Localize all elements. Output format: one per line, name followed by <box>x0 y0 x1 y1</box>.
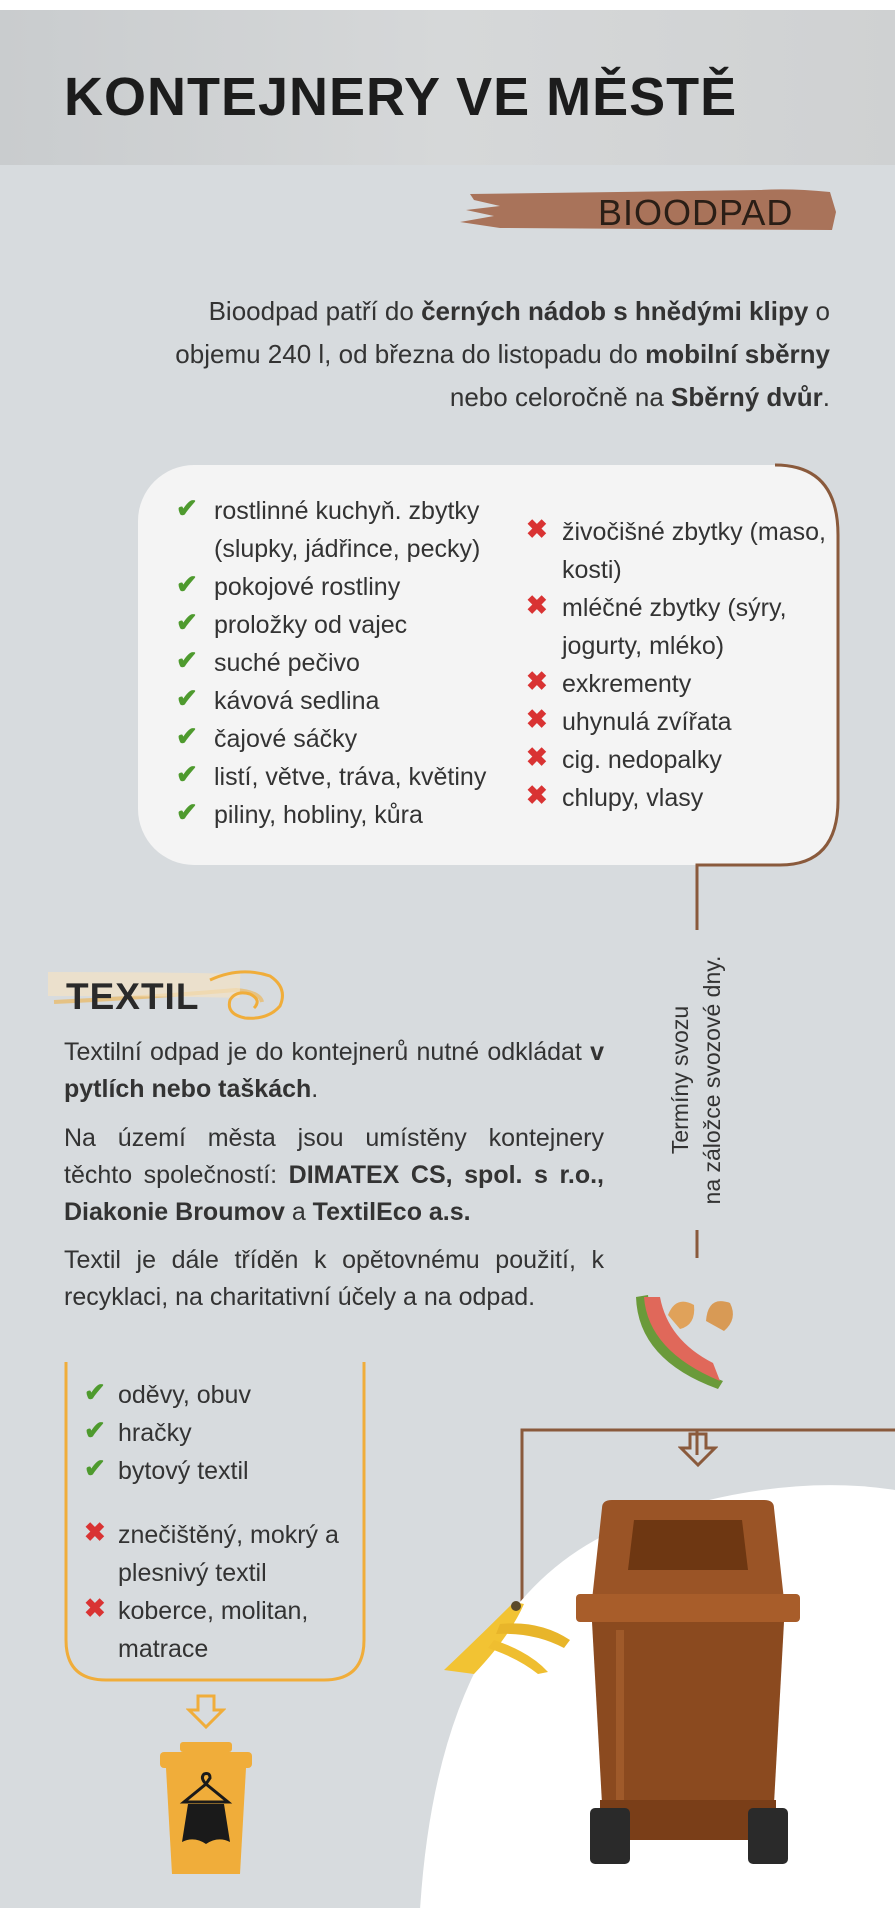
list-item-label: oděvy, obuv <box>118 1381 251 1409</box>
check-icon: ✔ <box>84 1453 106 1483</box>
check-icon: ✔ <box>176 607 198 637</box>
list-item-label: uhynulá zvířata <box>562 708 732 736</box>
text-run: o objemu 240 l, od března do listopadu do <box>175 296 830 369</box>
cross-icon: ✖ <box>526 780 548 810</box>
bold-text: v pytlích nebo taškách <box>64 1038 604 1103</box>
text-run: Textil je dále tříděn k opětovnému použití, k recyklaci, na charitativní účely a na odpad. <box>64 1246 604 1311</box>
list-item-label: pokojové rostliny <box>214 573 401 601</box>
check-icon: ✔ <box>176 759 198 789</box>
list-item-label: hračky <box>118 1419 192 1447</box>
list-item-label: proložky od vajec <box>214 611 408 639</box>
bold-text: TextilEco a.s. <box>312 1198 471 1226</box>
list-item-label: znečištěný, mokrý a plesnivý textil <box>118 1521 339 1587</box>
collection-note-line2: na záložce svozové dny. <box>699 955 725 1205</box>
list-item-label: suché pečivo <box>214 649 360 677</box>
cross-icon: ✖ <box>526 666 548 696</box>
check-icon: ✔ <box>176 721 198 751</box>
cross-icon: ✖ <box>526 514 548 544</box>
list-item <box>84 1452 314 1490</box>
page-title: KONTEJNERY VE MĚSTĚ <box>64 67 738 127</box>
textile-container-icon <box>158 1742 254 1874</box>
textil-forbidden-list <box>84 1516 374 1668</box>
list-item-label: piliny, hobliny, kůra <box>214 801 423 829</box>
list-item-label: koberce, molitan, matrace <box>118 1597 309 1663</box>
check-icon: ✔ <box>176 683 198 713</box>
cross-icon: ✖ <box>526 742 548 772</box>
text-run: a <box>284 1198 313 1226</box>
text-run: . <box>311 1075 319 1103</box>
check-icon: ✔ <box>84 1415 106 1445</box>
text-run: nebo celoročně na <box>449 382 672 412</box>
list-item-label: kávová sedlina <box>214 687 380 715</box>
cross-icon: ✖ <box>84 1593 106 1623</box>
list-item-label: chlupy, vlasy <box>562 784 704 812</box>
cross-icon: ✖ <box>526 590 548 620</box>
list-item <box>84 1376 314 1414</box>
list-item <box>84 1592 374 1668</box>
text-run: Na území města jsou umístěny kontejnery těchto společností: <box>64 1124 604 1189</box>
text-run: . <box>822 382 830 412</box>
list-item-label: mléčné zbytky (sýry, jogurty, mléko) <box>562 594 787 660</box>
text-run: Bioodpad patří do <box>208 296 422 326</box>
list-item-label: rostlinné kuchyň. zbytky (slupky, jádřince, pecky) <box>214 497 481 563</box>
check-icon: ✔ <box>176 493 198 523</box>
textil-allowed-list <box>84 1376 314 1490</box>
textil-heading: TEXTIL <box>66 976 200 1017</box>
list-item-label: cig. nedopalky <box>562 746 722 774</box>
bold-text: mobilní sběrny <box>645 339 830 369</box>
list-item <box>84 1414 314 1452</box>
check-icon: ✔ <box>176 797 198 827</box>
collection-note-line1: Termíny svozu <box>667 1005 693 1155</box>
check-icon: ✔ <box>176 569 198 599</box>
bold-text: DIMATEX CS, spol. s r.o., Diakonie Broumov <box>64 1161 604 1226</box>
check-icon: ✔ <box>84 1377 106 1407</box>
bold-text: Sběrný dvůr <box>671 382 823 412</box>
bottom-strip <box>0 1908 895 1920</box>
cross-icon: ✖ <box>84 1517 106 1547</box>
bold-text: černých nádob s hnědými klipy <box>421 296 809 326</box>
list-item <box>84 1516 374 1592</box>
textil-down-arrow-icon <box>186 1694 226 1730</box>
list-item-label: čajové sáčky <box>214 725 358 753</box>
bioodpad-heading: BIOODPAD <box>598 192 794 233</box>
check-icon: ✔ <box>176 645 198 675</box>
list-item-label: listí, větve, tráva, květiny <box>214 763 487 791</box>
text-run: Textilní odpad je do kontejnerů nutné odkládat <box>64 1038 591 1066</box>
list-item-label: exkrementy <box>562 670 692 698</box>
cross-icon: ✖ <box>526 704 548 734</box>
list-item-label: živočišné zbytky (maso, kosti) <box>562 518 826 584</box>
list-item-label: bytový textil <box>118 1457 249 1485</box>
